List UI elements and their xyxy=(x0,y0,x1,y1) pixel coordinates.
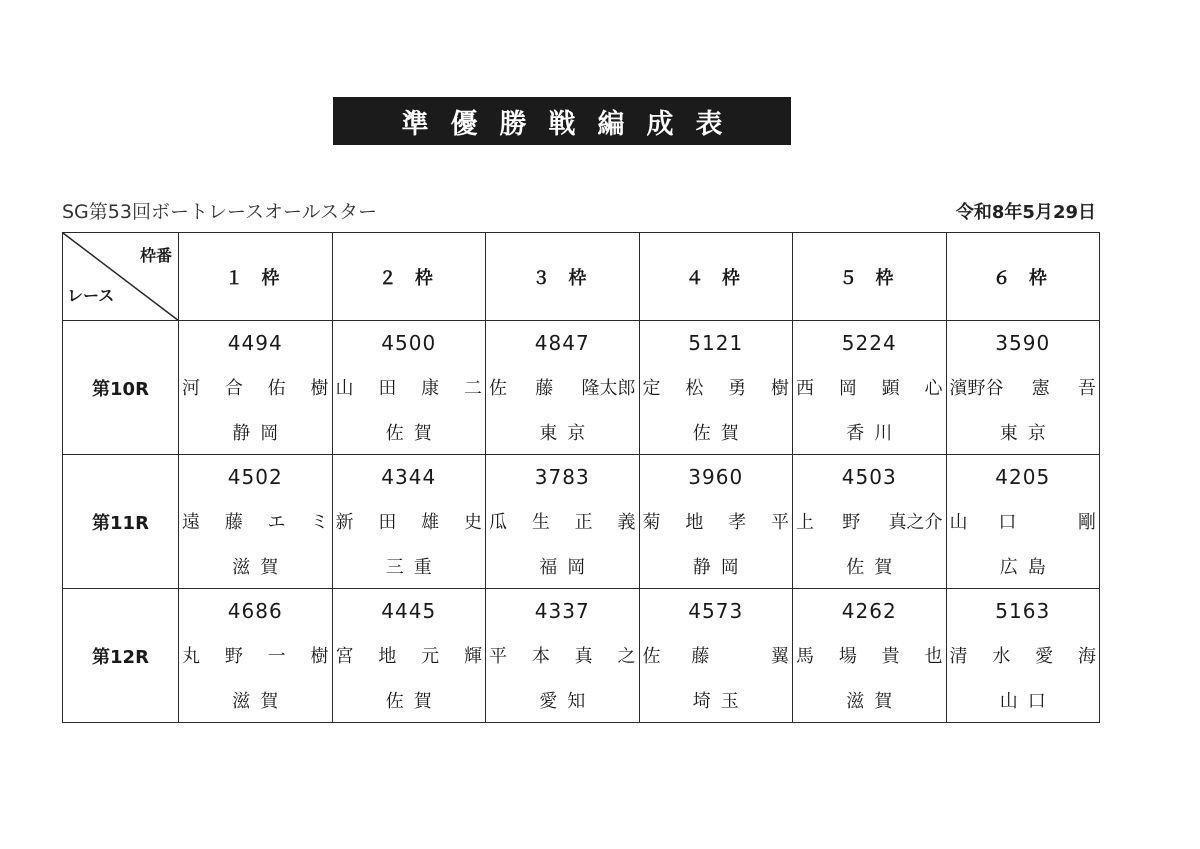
prefecture: 広島 xyxy=(999,556,1056,578)
racer-name-part: 佑 xyxy=(267,377,286,399)
race-label: レース xyxy=(67,286,115,305)
racer-name-part: 丸 xyxy=(182,645,200,667)
registration-number: 4502 xyxy=(227,464,283,489)
racer-name-part: 樹 xyxy=(310,377,329,399)
racer-name-part: 田 xyxy=(378,377,397,399)
racer-name-part: 隆太郎 xyxy=(581,377,636,399)
racer-name-part: 清 xyxy=(949,645,968,667)
entry-cell xyxy=(793,589,947,723)
entry-cell xyxy=(332,589,486,723)
racer-name-part: 瓜 xyxy=(489,511,507,533)
racer-name-part: 吾 xyxy=(1078,377,1096,399)
racer-name xyxy=(640,374,793,400)
entry-cell xyxy=(946,589,1100,723)
registration-number: 3960 xyxy=(688,464,744,489)
registration-number: 4847 xyxy=(534,330,590,355)
racer-name xyxy=(333,642,486,668)
racer-name-part: 合 xyxy=(224,377,243,399)
racer-name-part: 佐 xyxy=(489,377,507,399)
entry-cell xyxy=(639,321,793,455)
registration-number: 4337 xyxy=(534,598,590,623)
racer-name-part: 地 xyxy=(378,645,397,667)
race-number: 第12R xyxy=(63,589,179,723)
race-number: 第10R xyxy=(63,321,179,455)
entry-cell xyxy=(793,321,947,455)
prefecture: 滋賀 xyxy=(846,690,903,712)
racer-name-part: 野 xyxy=(842,511,861,533)
racer-name xyxy=(640,642,793,668)
race-number: 第11R xyxy=(63,455,179,589)
entry-cell xyxy=(332,321,486,455)
racer-name-part: 元 xyxy=(421,645,440,667)
prefecture: 静岡 xyxy=(692,556,749,578)
prefecture: 滋賀 xyxy=(232,690,289,712)
racer-name-part: 真 xyxy=(574,645,593,667)
racer-name-part: 康 xyxy=(421,377,440,399)
page-title: 準優勝戦編成表 xyxy=(333,97,791,145)
racer-name xyxy=(640,508,793,534)
corner-cell xyxy=(63,233,179,321)
racer-name-part: 遠 xyxy=(182,511,200,533)
racer-name-part: 憲 xyxy=(1031,377,1050,399)
racer-name xyxy=(333,374,486,400)
racer-name-part: 樹 xyxy=(770,377,789,399)
racer-name-part: 勇 xyxy=(728,377,747,399)
racer-name-part: 佐 xyxy=(642,645,661,667)
racer-name-part: 藤 xyxy=(224,511,243,533)
racer-name xyxy=(947,374,1100,400)
registration-number: 4573 xyxy=(688,598,744,623)
racer-name-part: 水 xyxy=(992,645,1011,667)
frame-header: ４ 枠 xyxy=(639,233,793,321)
racer-name-part: 真之介 xyxy=(888,511,943,533)
racer-name-part: 藤 xyxy=(535,377,554,399)
frame-header: ５ 枠 xyxy=(793,233,947,321)
race-row xyxy=(63,455,1100,589)
racer-name-part: 西 xyxy=(796,377,814,399)
registration-number: 4445 xyxy=(381,598,437,623)
entry-cell xyxy=(793,455,947,589)
racer-name xyxy=(793,642,946,668)
registration-number: 3590 xyxy=(995,330,1051,355)
document-date: 令和8年5月29日 xyxy=(955,202,1096,223)
prefecture: 三重 xyxy=(385,556,442,578)
racer-name-part: 史 xyxy=(463,511,482,533)
racer-name xyxy=(793,374,946,400)
prefecture: 静岡 xyxy=(232,422,289,444)
racer-name-part: 河 xyxy=(182,377,200,399)
racer-name-part: 雄 xyxy=(421,511,440,533)
racer-name-part: 心 xyxy=(924,377,943,399)
racer-name xyxy=(333,508,486,534)
racer-name-part: 濱野谷 xyxy=(949,377,1004,399)
racer-name-part: 上 xyxy=(796,511,814,533)
racer-name-part: 義 xyxy=(617,511,636,533)
frame-header: ３ 枠 xyxy=(486,233,640,321)
prefecture: 佐賀 xyxy=(385,690,442,712)
frame-header: １ 枠 xyxy=(179,233,333,321)
registration-number: 5121 xyxy=(688,330,744,355)
racer-name-part: 海 xyxy=(1077,645,1096,667)
registration-number: 4344 xyxy=(381,464,437,489)
entry-cell xyxy=(486,589,640,723)
race-row xyxy=(63,321,1100,455)
race-row xyxy=(63,589,1100,723)
entry-cell xyxy=(639,589,793,723)
racer-name-part: 口 xyxy=(998,511,1017,533)
prefecture: 佐賀 xyxy=(385,422,442,444)
entry-cell xyxy=(179,589,333,723)
racer-name xyxy=(486,642,639,668)
prefecture: 香川 xyxy=(846,422,903,444)
prefecture: 埼玉 xyxy=(692,690,749,712)
lineup-table xyxy=(62,232,1100,723)
racer-name-part: 場 xyxy=(838,645,857,667)
racer-name xyxy=(179,374,332,400)
event-name: SG第53回ボートレースオールスター xyxy=(62,201,378,223)
registration-number: 4686 xyxy=(227,598,283,623)
racer-name-part: 孝 xyxy=(728,511,747,533)
racer-name xyxy=(179,508,332,534)
entry-cell xyxy=(179,455,333,589)
entry-cell xyxy=(332,455,486,589)
racer-name-part: 新 xyxy=(335,511,354,533)
racer-name-part: 正 xyxy=(574,511,593,533)
racer-name-part: 定 xyxy=(642,377,661,399)
racer-name-part: 地 xyxy=(685,511,704,533)
racer-name-part: 生 xyxy=(531,511,550,533)
prefecture: 佐賀 xyxy=(692,422,749,444)
registration-number: 4503 xyxy=(841,464,897,489)
racer-name-part: 輝 xyxy=(463,645,482,667)
prefecture: 佐賀 xyxy=(846,556,903,578)
registration-number: 5163 xyxy=(995,598,1051,623)
registration-number: 4205 xyxy=(995,464,1051,489)
registration-number: 3783 xyxy=(534,464,590,489)
racer-name-part: 山 xyxy=(335,377,354,399)
racer-name-part: 翼 xyxy=(770,645,789,667)
racer-name-part: 之 xyxy=(617,645,636,667)
racer-name xyxy=(179,642,332,668)
frame-header: ２ 枠 xyxy=(332,233,486,321)
racer-name-part: 野 xyxy=(224,645,243,667)
registration-number: 4500 xyxy=(381,330,437,355)
racer-name xyxy=(486,374,639,400)
racer-name-part: 平 xyxy=(489,645,507,667)
registration-number: 4262 xyxy=(841,598,897,623)
prefecture: 愛知 xyxy=(539,690,596,712)
entry-cell xyxy=(179,321,333,455)
racer-name-part: 貴 xyxy=(881,645,900,667)
racer-name xyxy=(947,642,1100,668)
racer-name-part: 岡 xyxy=(838,377,857,399)
racer-name xyxy=(793,508,946,534)
registration-number: 4494 xyxy=(227,330,283,355)
racer-name-part: ミ xyxy=(310,511,329,533)
racer-name-part: 藤 xyxy=(691,645,710,667)
entry-cell xyxy=(486,455,640,589)
racer-name xyxy=(486,508,639,534)
racer-name-part: 松 xyxy=(685,377,704,399)
prefecture: 福岡 xyxy=(539,556,596,578)
entry-cell xyxy=(946,321,1100,455)
racer-name-part: 山 xyxy=(949,511,968,533)
prefecture: 東京 xyxy=(999,422,1056,444)
prefecture: 東京 xyxy=(539,422,596,444)
entry-cell xyxy=(639,455,793,589)
racer-name-part: 也 xyxy=(924,645,943,667)
prefecture: 山口 xyxy=(999,690,1056,712)
racer-name-part: 顕 xyxy=(881,377,900,399)
racer-name-part: 田 xyxy=(378,511,397,533)
racer-name xyxy=(947,508,1100,534)
frame-number-label: 枠番 xyxy=(139,246,172,265)
frame-header: ６ 枠 xyxy=(946,233,1100,321)
racer-name-part: 本 xyxy=(531,645,550,667)
racer-name-part: エ xyxy=(267,511,286,533)
racer-name-part: 愛 xyxy=(1035,645,1054,667)
racer-name-part: 樹 xyxy=(310,645,329,667)
racer-name-part: 剛 xyxy=(1077,511,1096,533)
racer-name-part: 馬 xyxy=(796,645,814,667)
racer-name-part: 平 xyxy=(770,511,789,533)
racer-name-part: 一 xyxy=(267,645,286,667)
registration-number: 5224 xyxy=(841,330,897,355)
racer-name-part: 二 xyxy=(463,377,482,399)
header-row xyxy=(63,233,1100,321)
entry-cell xyxy=(486,321,640,455)
racer-name-part: 菊 xyxy=(642,511,661,533)
prefecture: 滋賀 xyxy=(232,556,289,578)
entry-cell xyxy=(946,455,1100,589)
racer-name-part: 宮 xyxy=(335,645,354,667)
